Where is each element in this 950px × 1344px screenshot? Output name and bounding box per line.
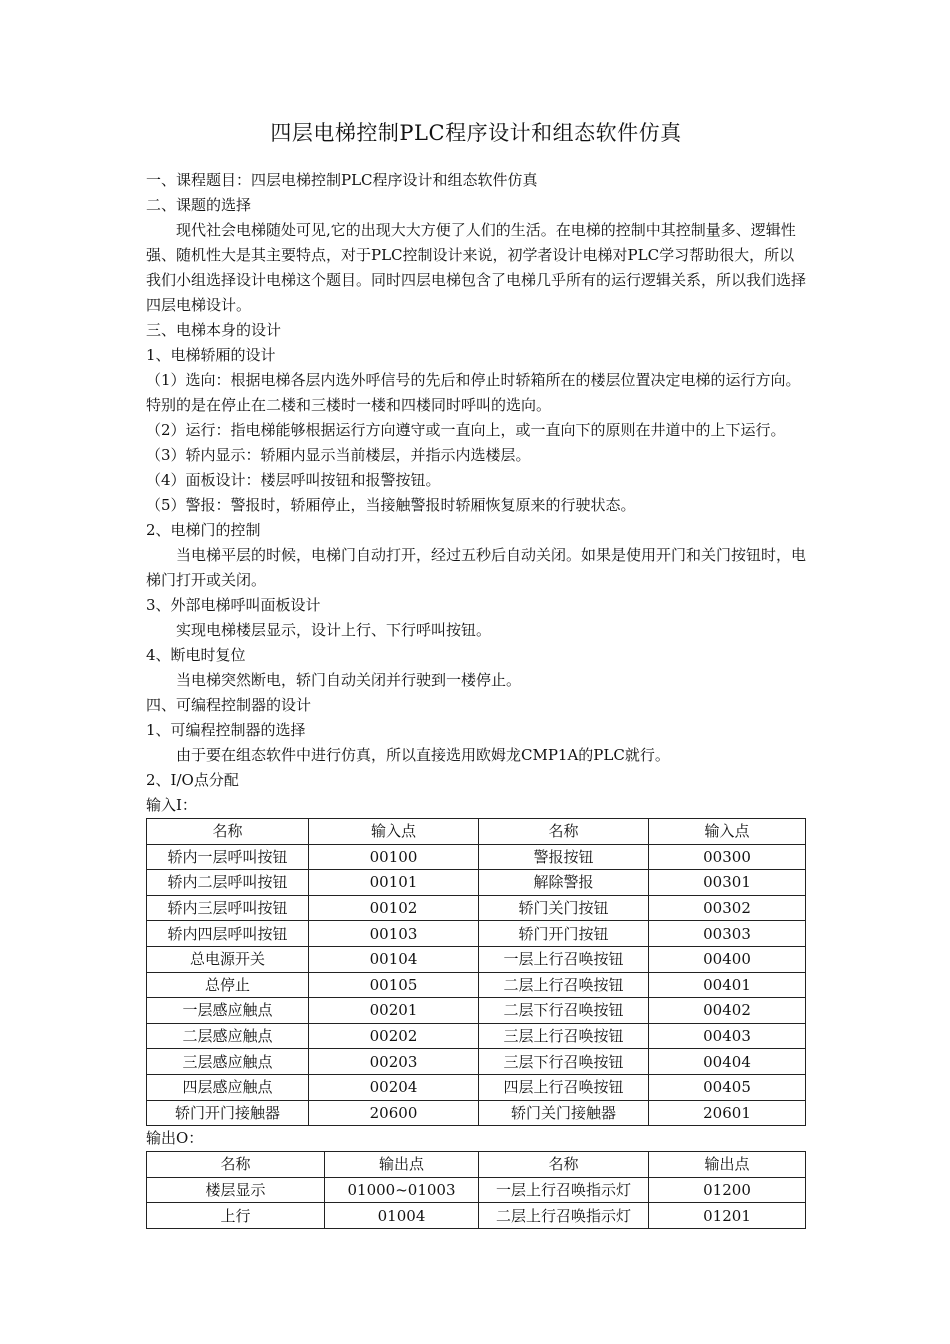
- table-row: [147, 1203, 806, 1229]
- paragraph: （4）面板设计：楼层呼叫按钮和报警按钮。: [146, 471, 441, 489]
- table-row: [147, 895, 806, 921]
- table-cell: 四层上行召唤按钮: [479, 1074, 649, 1100]
- table-cell: 01200: [649, 1177, 806, 1203]
- table-cell: 00105: [309, 972, 479, 998]
- table-cell: 00103: [309, 921, 479, 947]
- table-cell: 00400: [649, 946, 806, 972]
- table-header-row: [147, 1152, 806, 1178]
- table-cell: 轿内四层呼叫按钮: [147, 921, 309, 947]
- column-header: 输入点: [309, 819, 479, 845]
- paragraph: 一、课程题目：四层电梯控制PLC程序设计和组态软件仿真: [146, 171, 538, 189]
- paragraph: 当电梯平层的时候，电梯门自动打开，经过五秒后自动关闭。如果是使用开门和关门按钮时，电梯门打开或关闭。: [146, 546, 807, 589]
- table-cell: 00405: [649, 1074, 806, 1100]
- table-cell: 一层上行召唤指示灯: [479, 1177, 649, 1203]
- table-cell: 00303: [649, 921, 806, 947]
- table-cell: 20601: [649, 1100, 806, 1126]
- table-row: [147, 972, 806, 998]
- table-row: [147, 1100, 806, 1126]
- table-cell: 四层感应触点: [147, 1074, 309, 1100]
- document-title: 四层电梯控制PLC程序设计和组态软件仿真: [270, 121, 682, 145]
- table-cell: 轿门关门按钮: [479, 895, 649, 921]
- table-cell: 二层上行召唤按钮: [479, 972, 649, 998]
- table-cell: 00102: [309, 895, 479, 921]
- table-cell: 01000~01003: [325, 1177, 479, 1203]
- column-header: 输出点: [649, 1152, 806, 1178]
- paragraph: 四、可编程控制器的设计: [146, 696, 312, 714]
- table-cell: 警报按钮: [479, 844, 649, 870]
- table-row: [147, 921, 806, 947]
- table-cell: 总电源开关: [147, 946, 309, 972]
- table-cell: 解除警报: [479, 870, 649, 896]
- table-cell: 轿内一层呼叫按钮: [147, 844, 309, 870]
- paragraph: 4、断电时复位: [146, 646, 246, 664]
- paragraph: 2、I/O点分配: [146, 771, 239, 789]
- column-header: 输入点: [649, 819, 806, 845]
- paragraph: 由于要在组态软件中进行仿真，所以直接选用欧姆龙CMP1A的PLC就行。: [176, 746, 670, 764]
- table-cell: 20600: [309, 1100, 479, 1126]
- table-cell: 上行: [147, 1203, 325, 1229]
- paragraph: （5）警报：警报时，轿厢停止，当接触警报时轿厢恢复原来的行驶状态。: [146, 496, 636, 514]
- table-cell: 轿门关门接触器: [479, 1100, 649, 1126]
- table-cell: 00201: [309, 998, 479, 1024]
- column-header: 名称: [479, 1152, 649, 1178]
- table-cell: 00202: [309, 1023, 479, 1049]
- paragraph: 二、课题的选择: [146, 196, 252, 214]
- paragraph: 三、电梯本身的设计: [146, 321, 282, 339]
- table-cell: 00403: [649, 1023, 806, 1049]
- table-cell: 轿内三层呼叫按钮: [147, 895, 309, 921]
- table-cell: 一层上行召唤按钮: [479, 946, 649, 972]
- table-row: [147, 1049, 806, 1075]
- table-cell: 二层上行召唤指示灯: [479, 1203, 649, 1229]
- table-row: [147, 870, 806, 896]
- paragraph: 3、外部电梯呼叫面板设计: [146, 596, 321, 614]
- table-cell: 01004: [325, 1203, 479, 1229]
- table-row: [147, 946, 806, 972]
- table-cell: 总停止: [147, 972, 309, 998]
- table-cell: 00301: [649, 870, 806, 896]
- document-body: [146, 168, 806, 818]
- table-cell: 三层感应触点: [147, 1049, 309, 1075]
- column-header: 输出点: [325, 1152, 479, 1178]
- output-label: 输出O：: [146, 1129, 204, 1148]
- table-cell: 二层下行召唤按钮: [479, 998, 649, 1024]
- table-row: [147, 1074, 806, 1100]
- table-cell: 00402: [649, 998, 806, 1024]
- table-cell: 00104: [309, 946, 479, 972]
- paragraph: （3）轿内显示：轿厢内显示当前楼层，并指示内选楼层。: [146, 446, 531, 464]
- table-header-row: [147, 819, 806, 845]
- table-row: [147, 1023, 806, 1049]
- paragraph: 输入I：: [146, 796, 197, 814]
- table-row: [147, 998, 806, 1024]
- table-cell: 00101: [309, 870, 479, 896]
- table-cell: 轿内二层呼叫按钮: [147, 870, 309, 896]
- table-cell: 00401: [649, 972, 806, 998]
- table-cell: 00100: [309, 844, 479, 870]
- table-cell: 楼层显示: [147, 1177, 325, 1203]
- paragraph: 当电梯突然断电，轿门自动关闭并行驶到一楼停止。: [176, 671, 522, 689]
- paragraph: 实现电梯楼层显示，设计上行、下行呼叫按钮。: [176, 621, 492, 639]
- table-cell: 三层下行召唤按钮: [479, 1049, 649, 1075]
- column-header: 名称: [479, 819, 649, 845]
- table-cell: 00302: [649, 895, 806, 921]
- table-cell: 00300: [649, 844, 806, 870]
- table-cell: 00404: [649, 1049, 806, 1075]
- paragraph: 2、电梯门的控制: [146, 521, 261, 539]
- column-header: 名称: [147, 819, 309, 845]
- table-cell: 轿门开门接触器: [147, 1100, 309, 1126]
- table-cell: 三层上行召唤按钮: [479, 1023, 649, 1049]
- paragraph: 现代社会电梯随处可见,它的出现大大方便了人们的生活。在电梯的控制中其控制量多、逻辑性强、随机性大是其主要特点，对于PLC控制设计来说，初学者设计电梯对PLC学习帮助很大，所以我们小组选择设计电梯这个题目。同时四层电梯包含了电梯几乎所有的运行逻辑关系，所以我们选择四层电梯设计。: [146, 221, 807, 314]
- input-io-table: [146, 818, 806, 1126]
- table-cell: 一层感应触点: [147, 998, 309, 1024]
- table-cell: 01201: [649, 1203, 806, 1229]
- paragraph: （2）运行：指电梯能够根据运行方向遵守或一直向上，或一直向下的原则在井道中的上下运行。: [146, 421, 786, 439]
- table-cell: 二层感应触点: [147, 1023, 309, 1049]
- paragraph: 1、可编程控制器的选择: [146, 721, 306, 739]
- table-cell: 00204: [309, 1074, 479, 1100]
- output-io-table: [146, 1151, 806, 1229]
- table-cell: 轿门开门按钮: [479, 921, 649, 947]
- table-row: [147, 844, 806, 870]
- paragraph: （1）选向：根据电梯各层内选外呼信号的先后和停止时轿箱所在的楼层位置决定电梯的运行方向。特别的是在停止在二楼和三楼时一楼和四楼同时呼叫的选向。: [146, 371, 801, 414]
- document-page: [146, 118, 806, 1229]
- table-cell: 00203: [309, 1049, 479, 1075]
- column-header: 名称: [147, 1152, 325, 1178]
- paragraph: 1、电梯轿厢的设计: [146, 346, 276, 364]
- table-row: [147, 1177, 806, 1203]
